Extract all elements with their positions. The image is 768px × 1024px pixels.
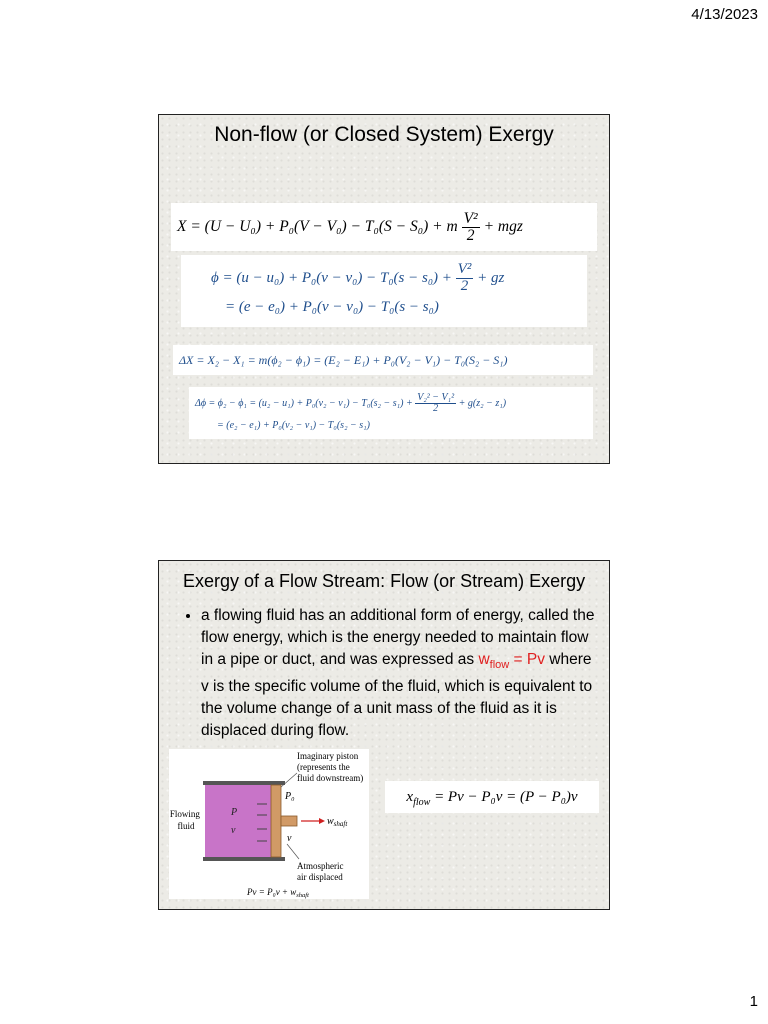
label-flowing-fluid: Flowing fluid xyxy=(169,809,200,831)
page-number: 1 xyxy=(749,993,758,1010)
bullet-list xyxy=(183,605,599,742)
equation-specific-exergy: ϕ = (u − u₀) + P₀(v − v₀) − T₀(s − s₀) + $\frac{\text{V²}}{2}$ + gz = (e − e₀) + P₀(v − v₀) − T₀(s − s₀) xyxy=(181,255,587,327)
date-header: 4/13/2023 xyxy=(691,6,758,23)
label-imaginary-piston: Imaginary piston (represents the fluid downstream) xyxy=(297,751,364,783)
fluid-region xyxy=(205,785,271,857)
slide-closed-system-exergy xyxy=(158,114,610,464)
piston-rod xyxy=(281,816,297,826)
equation-flow-exergy: $x_{flow} = Pv - P_0v = (P - P_0)v$ xyxy=(385,781,599,813)
flow-work-figure xyxy=(169,749,369,899)
figure-caption: $Pv = P_0v + w_{shaft}$ xyxy=(247,887,309,899)
label-v-right: v xyxy=(287,833,292,844)
label-atmospheric-air: Atmospheric air displaced xyxy=(297,861,344,882)
label-P0: P₀ xyxy=(285,791,295,802)
slide-flow-exergy xyxy=(158,560,610,910)
label-v: v xyxy=(231,825,236,836)
bullet-item: • a flowing fluid has an additional form of energy, called the flow energy, which is the energy needed to maintain flow in a pipe or duct, and was expressed as $w_{flow} = Pv$ where v is the specific volume of the fluid, which is equivalent to the volume change of a unit mass of the fluid as it is displaced during flow. xyxy=(201,605,599,742)
shaft-arrowhead xyxy=(319,818,325,824)
slide-title: Non-flow (or Closed System) Exergy xyxy=(214,123,554,146)
slide-title: Exergy of a Flow Stream: Flow (or Stream) Exergy xyxy=(183,571,586,591)
pipe-top-wall xyxy=(203,781,285,785)
equation-closed-exergy: X = (U − U₀) + P₀(V − V₀) − T₀(S − S₀) + m $\frac{\text{V²}}{2}$ + mgz xyxy=(171,203,597,251)
pipe-bottom-wall xyxy=(203,857,285,861)
label-P: P xyxy=(231,807,238,818)
equation-exergy-change: ΔX = X₂ − X₁ = m(ϕ₂ − ϕ₁) = (E₂ − E₁) + P₀(V₂ − V₁) − T₀(S₂ − S₁) xyxy=(173,345,593,375)
piston xyxy=(271,785,281,857)
equation-specific-exergy-change: Δϕ = ϕ₂ − ϕ₁ = (u₂ − u₁) + P₀(v₂ − v₁) − T₀(s₂ − s₁) + $\frac{\text{V₂² − V₁²}}{2}$ + g(z₂ − z₁) = (e₂ − e₁) + P₀(v₂ − v₁) − T₀(s₂ − s₁) xyxy=(189,387,593,439)
label-wshaft: $w_{shaft}$ xyxy=(327,816,348,828)
